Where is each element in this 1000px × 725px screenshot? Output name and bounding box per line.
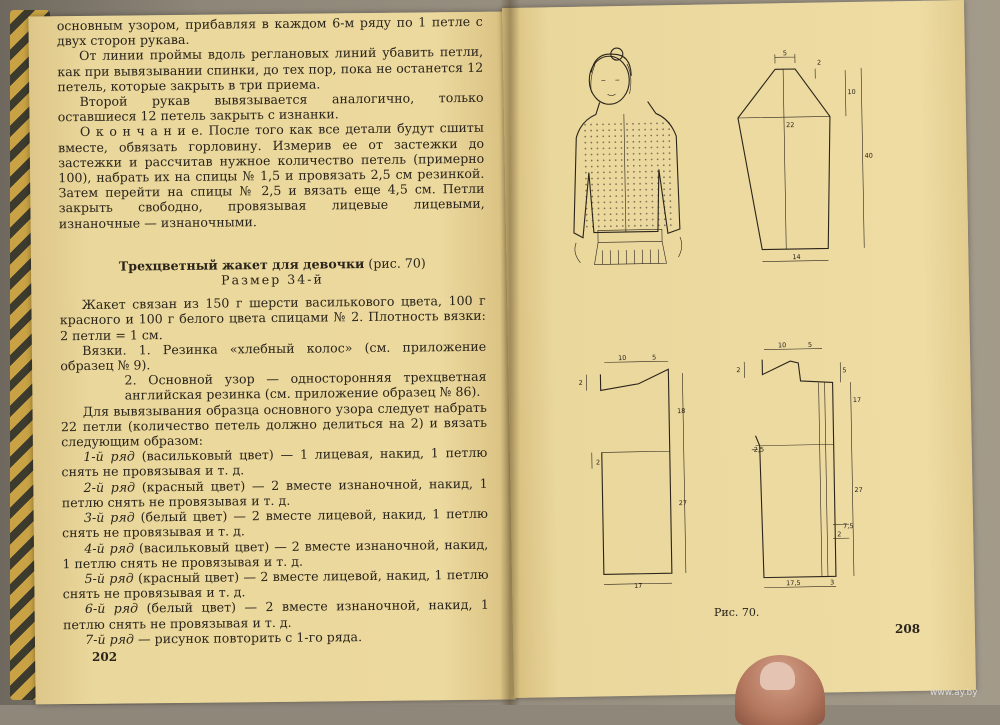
girl-illustration xyxy=(571,47,682,265)
paragraph: основным узором, прибавляя в каждом 6-м ряду по 1 петле с двух сторон рукава. xyxy=(56,13,483,49)
sample-paragraph: Для вывязывания образца основного узора следует набрать 22 петли (количество петель должно делиться на 2) и вязать следующим образом: xyxy=(60,399,488,450)
intro-paragraph: Жакет связан из 150 г шерсти василькового цвета, 100 г красного и 100 г белого цвета спицами № 2. Плотность вязки: 2 петли = 1 см. xyxy=(59,293,486,343)
front-dim: 5 xyxy=(842,366,847,375)
knits-label: Вязки. xyxy=(82,342,127,358)
page-number-left: 202 xyxy=(92,650,118,664)
heading-title: Трехцветный жакет для девочки xyxy=(118,255,365,274)
back-dim: 10 xyxy=(618,353,627,363)
row-text: (белый цвет) — 2 вместе изнаночной, накид, 1 петлю снять не провязывая и т. д. xyxy=(62,597,489,632)
front-dim: 17 xyxy=(852,395,862,405)
knit-1: 1. Резинка «хлебный колос» (см. приложение образец № 9). xyxy=(60,338,487,374)
sleeve-pattern xyxy=(737,48,875,262)
sleeve-dim: 14 xyxy=(792,252,801,262)
paragraph: О к о н ч а н и е. После того как все детали будут сшиты вместе, обвязать горловину. Измерив ее от застежки до застежки и рассчитав нужное количество петель (примерно 100), набрать их на спицы № 1,5 и провязать 2,5 см резинкой. Затем перейти на спицы № 2,5 и вязать еще 4,5 см. Петли закрыть свободно, провязывая лицевые лицевыми, изнаночные — изнаночными. xyxy=(57,120,485,231)
back-dim: 17 xyxy=(634,581,643,590)
front-dim: 2,5 xyxy=(753,445,765,454)
front-dim: 17,5 xyxy=(786,578,801,588)
back-dim: 2 xyxy=(595,458,601,467)
front-dim: 10 xyxy=(777,341,787,350)
row-label: 4-й ряд xyxy=(84,539,135,556)
knit-2: 2. Основной узор — односторонняя трехцветная английская резинка (см. приложение образец № 86). xyxy=(124,369,487,404)
sleeve-dim: 10 xyxy=(847,87,856,97)
sleeve-dim: 2 xyxy=(816,58,822,67)
row-label: 7-й ряд xyxy=(85,631,135,647)
front-dim: 27 xyxy=(854,485,863,495)
heading-figure-ref: (рис. 70) xyxy=(364,255,426,271)
sleeve-dim: 5 xyxy=(782,49,788,58)
front-dim: 2 xyxy=(736,365,741,375)
row-text: (красный цвет) — 2 вместе лицевой, накид, 1 петлю снять не провязывая и т. д. xyxy=(62,566,489,602)
sleeve-dim: 40 xyxy=(864,151,873,160)
back-dim: 27 xyxy=(678,498,688,508)
back-pattern xyxy=(578,353,688,591)
size-heading: Размер 34-й xyxy=(220,271,324,288)
row-label: 2-й ряд xyxy=(83,479,136,495)
back-dim: 5 xyxy=(652,353,657,362)
back-dim: 2 xyxy=(578,378,583,387)
row-text: (васильковый цвет) — 2 вместе изнаночной, накид, 1 петлю снять не провязывая и т. д. xyxy=(62,536,489,571)
page-number-right: 208 xyxy=(895,622,921,636)
thumb-nail xyxy=(760,662,795,690)
row-label: 6-й ряд xyxy=(84,600,139,617)
front-dim: 5 xyxy=(807,340,813,349)
back-dim: 18 xyxy=(676,406,686,416)
front-dim: 3 xyxy=(830,578,835,587)
row-text: (васильковый цвет) — 1 лицевая, накид, 1 петлю снять не провязывая и т. д. xyxy=(61,445,488,480)
row-text: (белый цвет) — 2 вместе лицевой, накид, 1 петлю снять не провязывая и т. д. xyxy=(62,505,489,541)
sleeve-dim: 22 xyxy=(786,121,795,130)
row-label: 1-й ряд xyxy=(83,448,135,465)
front-dim: 2 xyxy=(837,530,842,539)
front-dim: 7,5 xyxy=(843,522,854,531)
watermark: www.ay.by xyxy=(930,688,978,698)
row-label: 3-й ряд xyxy=(83,509,135,526)
front-pattern xyxy=(736,340,865,588)
row-text: (красный цвет) — 2 вместе изнаночной, накид, 1 петлю снять не провязывая и т. д. xyxy=(61,475,488,511)
paragraph: Второй рукав вывязывается аналогично, только оставшиеся 12 петель закрыть с изнанки. xyxy=(57,89,484,125)
row-label: 5-й ряд xyxy=(84,570,134,586)
figure-caption: Рис. 70. xyxy=(714,606,760,619)
row-text: — рисунок повторить с 1-го ряда. xyxy=(133,628,363,647)
paragraph: От линии проймы вдоль реглановых линий убавить петли, как при вывязывании спинки, до тех пор, пока не останется 12 петель, которые закрыть в три приема. xyxy=(57,44,484,95)
